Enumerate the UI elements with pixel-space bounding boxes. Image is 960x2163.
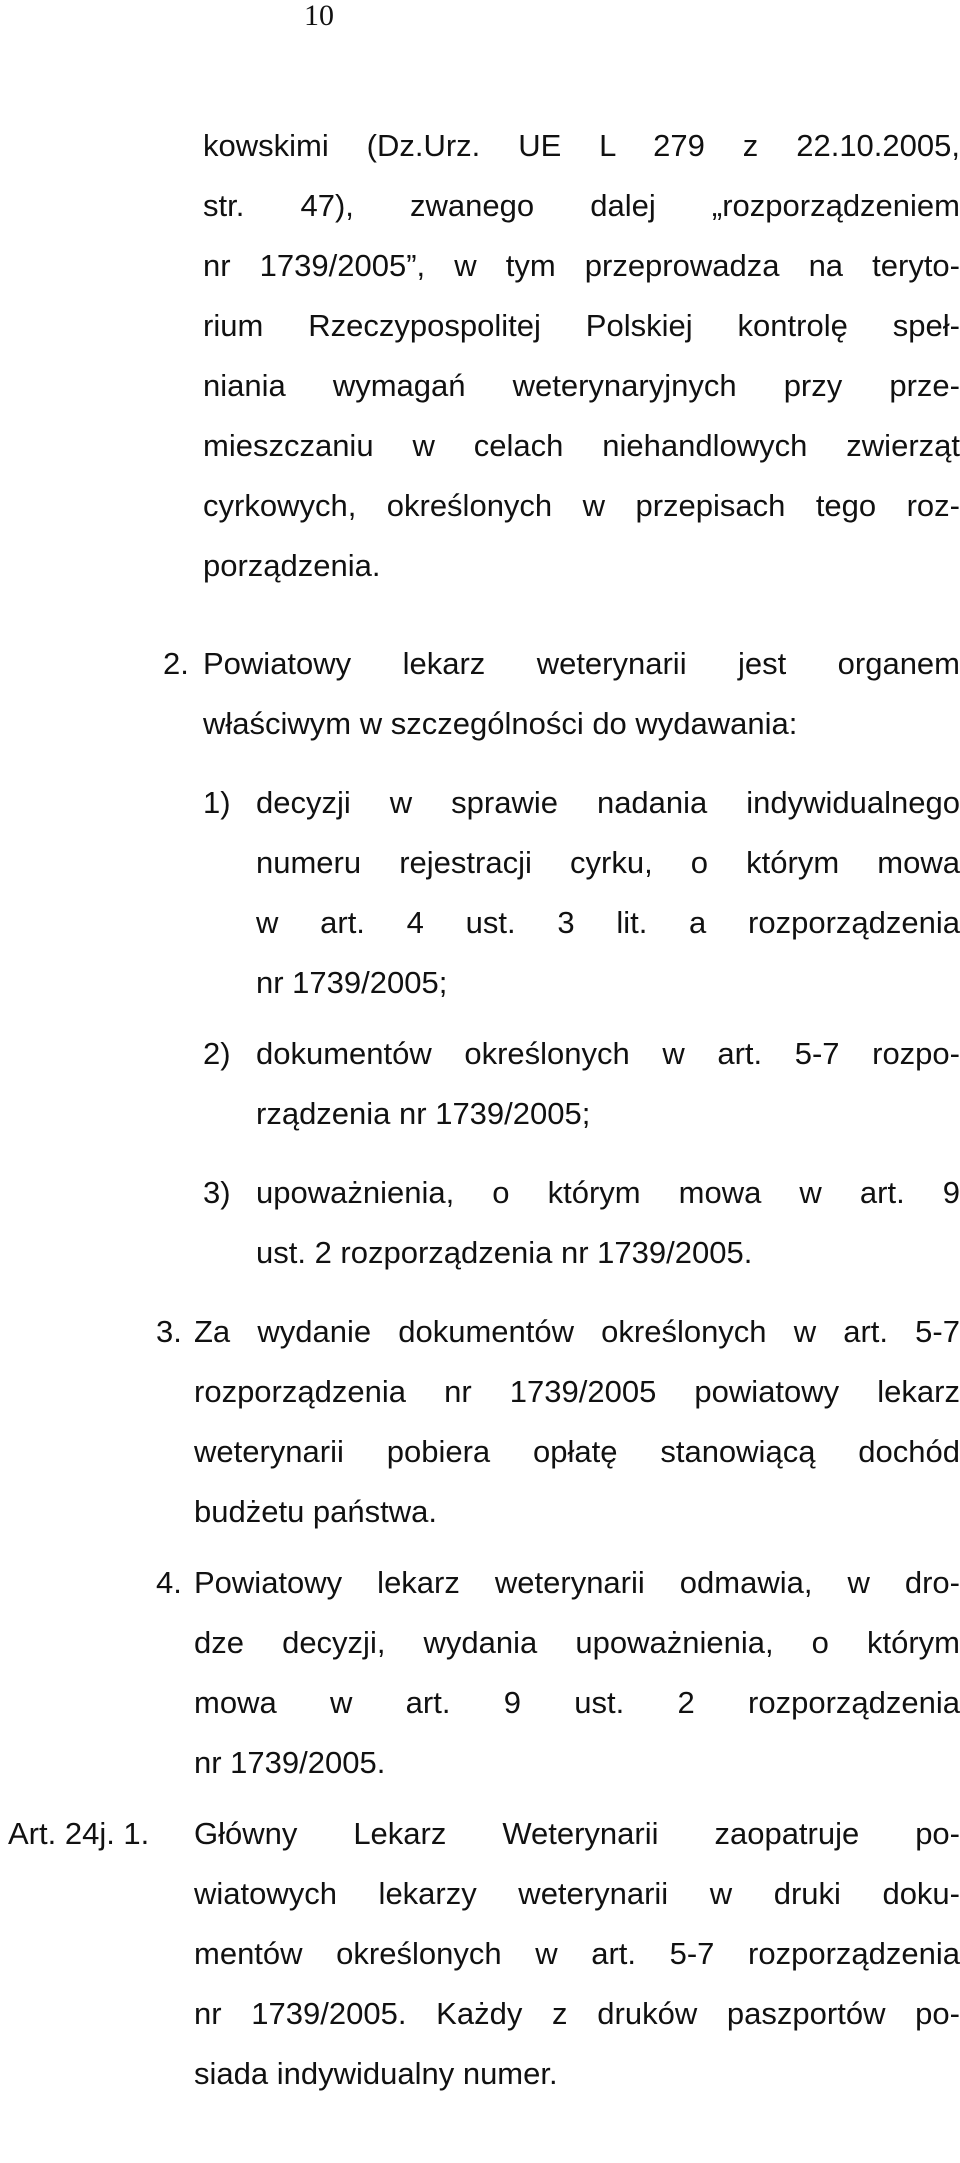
article-label: Art. 24j. 1. (8, 1816, 150, 1851)
list-item (256, 1024, 960, 1144)
text-line: rium Rzeczypospolitej Polskiej kontrolę speł- (203, 308, 960, 343)
text-line: niania wymagań weterynaryjnych przy prze- (203, 368, 960, 403)
text-line: decyzji w sprawie nadania indywidualnego (256, 785, 960, 820)
text-line: mowa w art. 9 ust. 2 rozporządzenia (194, 1685, 960, 1720)
section-3-number: 3. (156, 1314, 182, 1349)
list-item-number: 3) (203, 1175, 231, 1210)
text-line: budżetu państwa. (194, 1494, 438, 1529)
text-line: wiatowych lekarzy weterynarii w druki doku- (194, 1876, 960, 1911)
text-line: cyrkowych, określonych w przepisach tego roz- (203, 488, 960, 523)
intro-paragraph (203, 116, 960, 596)
text-line: upoważnienia, o którym mowa w art. 9 (256, 1175, 960, 1210)
text-line: w art. 4 ust. 3 lit. a rozporządzenia (256, 905, 960, 940)
text-line: str. 47), zwanego dalej „rozporządzeniem (203, 188, 960, 223)
text-line: nr 1739/2005. (194, 1745, 386, 1780)
section-4-paragraph (194, 1553, 960, 1793)
text-line: nr 1739/2005; (256, 965, 448, 1000)
section-3-paragraph (194, 1302, 960, 1542)
list-item-number: 2) (203, 1036, 231, 1071)
list-item (256, 1163, 960, 1283)
text-line: mieszczaniu w celach niehandlowych zwierząt (203, 428, 960, 463)
text-line: porządzenia. (203, 548, 381, 583)
text-line: rozporządzenia nr 1739/2005 powiatowy lekarz (194, 1374, 960, 1409)
list-item (256, 773, 960, 1013)
text-line: Powiatowy lekarz weterynarii jest organem (203, 646, 960, 681)
text-line: nr 1739/2005. Każdy z druków paszportów po- (194, 1996, 960, 2031)
text-line: weterynarii pobiera opłatę stanowiącą dochód (194, 1434, 960, 1469)
text-line: dze decyzji, wydania upoważnienia, o którym (194, 1625, 960, 1660)
text-line: mentów określonych w art. 5-7 rozporządzenia (194, 1936, 960, 1971)
article-paragraph (194, 1804, 960, 2104)
section-4-number: 4. (156, 1565, 182, 1600)
section-2-number: 2. (163, 646, 189, 681)
text-line: Powiatowy lekarz weterynarii odmawia, w dro- (194, 1565, 960, 1600)
text-line: Główny Lekarz Weterynarii zaopatruje po- (194, 1816, 960, 1851)
text-line: Za wydanie dokumentów określonych w art. 5-7 (194, 1314, 960, 1349)
section-2-paragraph (203, 634, 960, 754)
text-line: kowskimi (Dz.Urz. UE L 279 z 22.10.2005, (203, 128, 960, 163)
page-number: 10 (304, 0, 334, 32)
text-line: siada indywidualny numer. (194, 2056, 558, 2091)
list-item-number: 1) (203, 785, 231, 820)
text-line: właściwym w szczególności do wydawania: (203, 706, 798, 741)
text-line: numeru rejestracji cyrku, o którym mowa (256, 845, 960, 880)
text-line: rządzenia nr 1739/2005; (256, 1096, 591, 1131)
text-line: dokumentów określonych w art. 5-7 rozpo- (256, 1036, 960, 1071)
text-line: ust. 2 rozporządzenia nr 1739/2005. (256, 1235, 753, 1270)
text-line: nr 1739/2005”, w tym przeprowadza na teryto- (203, 248, 960, 283)
